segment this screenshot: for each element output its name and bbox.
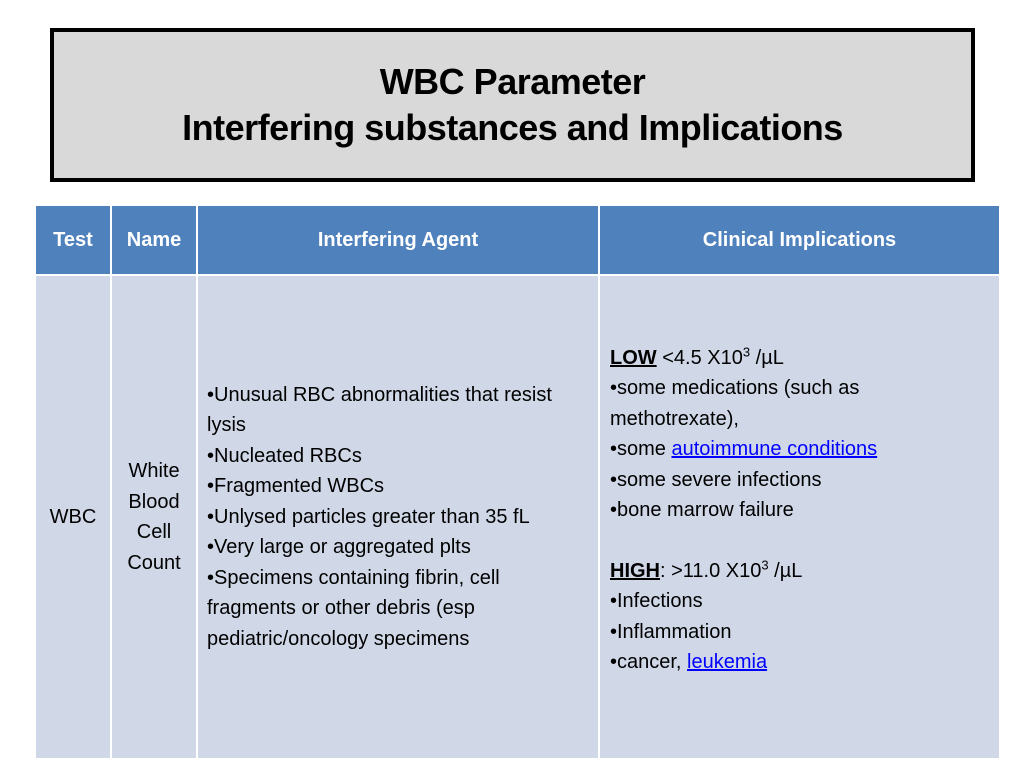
header-name: Name xyxy=(111,205,197,275)
table-row xyxy=(35,275,1000,759)
low-range-line xyxy=(610,343,991,374)
header-interfering-agent: Interfering Agent xyxy=(197,205,599,275)
slide-title-line-2: Interfering substances and Implications xyxy=(182,107,843,148)
section-spacer xyxy=(610,526,991,556)
high-item-inflammation: •Inflammation xyxy=(610,620,732,643)
high-label: HIGH xyxy=(610,559,660,582)
autoimmune-prefix: •some xyxy=(610,438,672,460)
low-item-infections: •some severe infections xyxy=(610,468,822,491)
slide-title-box xyxy=(50,28,975,182)
name-line-3: Cell xyxy=(136,521,172,543)
agent-item: •Unlysed particles greater than 35 fL xyxy=(207,505,530,528)
agent-item: •Fragmented WBCs xyxy=(207,475,385,498)
high-value: : >11.0 X10 xyxy=(660,559,762,582)
high-item-infections: •Infections xyxy=(610,590,703,612)
high-item-cancer xyxy=(610,647,991,678)
high-range-line xyxy=(610,556,991,587)
name-line-4: Count xyxy=(127,551,181,574)
low-item-autoimmune xyxy=(610,434,991,465)
low-item-marrow: •bone marrow failure xyxy=(610,499,794,521)
agent-item: •Unusual RBC abnormalities that resist lysis xyxy=(207,383,552,437)
low-exponent: 3 xyxy=(742,343,751,359)
table-header-row xyxy=(35,205,1000,275)
leukemia-link[interactable]: leukemia xyxy=(687,651,768,673)
autoimmune-conditions-link[interactable]: autoimmune conditions xyxy=(671,438,878,460)
low-item-medications: •some medications (such as methotrexate), xyxy=(610,377,860,430)
cell-name xyxy=(111,275,197,759)
agent-item: •Very large or aggregated plts xyxy=(207,536,471,559)
high-unit: /µL xyxy=(768,559,803,582)
slide-title-line-1: WBC Parameter xyxy=(379,61,646,102)
name-line-2: Blood xyxy=(128,490,180,513)
low-unit: /µL xyxy=(750,346,784,369)
header-test: Test xyxy=(35,205,111,275)
cell-test: WBC xyxy=(35,275,111,759)
low-value: <4.5 X10 xyxy=(656,346,743,369)
agent-item: •Specimens containing fibrin, cell fragments or other debris (esp pediatric/oncology specimens xyxy=(207,566,500,650)
name-line-1: White xyxy=(128,460,180,482)
wbc-table xyxy=(34,204,1001,760)
cell-clinical-implications xyxy=(599,275,1000,759)
high-exponent: 3 xyxy=(761,556,769,572)
cell-interfering-agent xyxy=(197,275,599,759)
header-clinical-implications: Clinical Implications xyxy=(599,205,1000,275)
cancer-prefix: •cancer, xyxy=(610,651,688,673)
agent-item: •Nucleated RBCs xyxy=(207,444,362,467)
low-label: LOW xyxy=(610,346,657,369)
